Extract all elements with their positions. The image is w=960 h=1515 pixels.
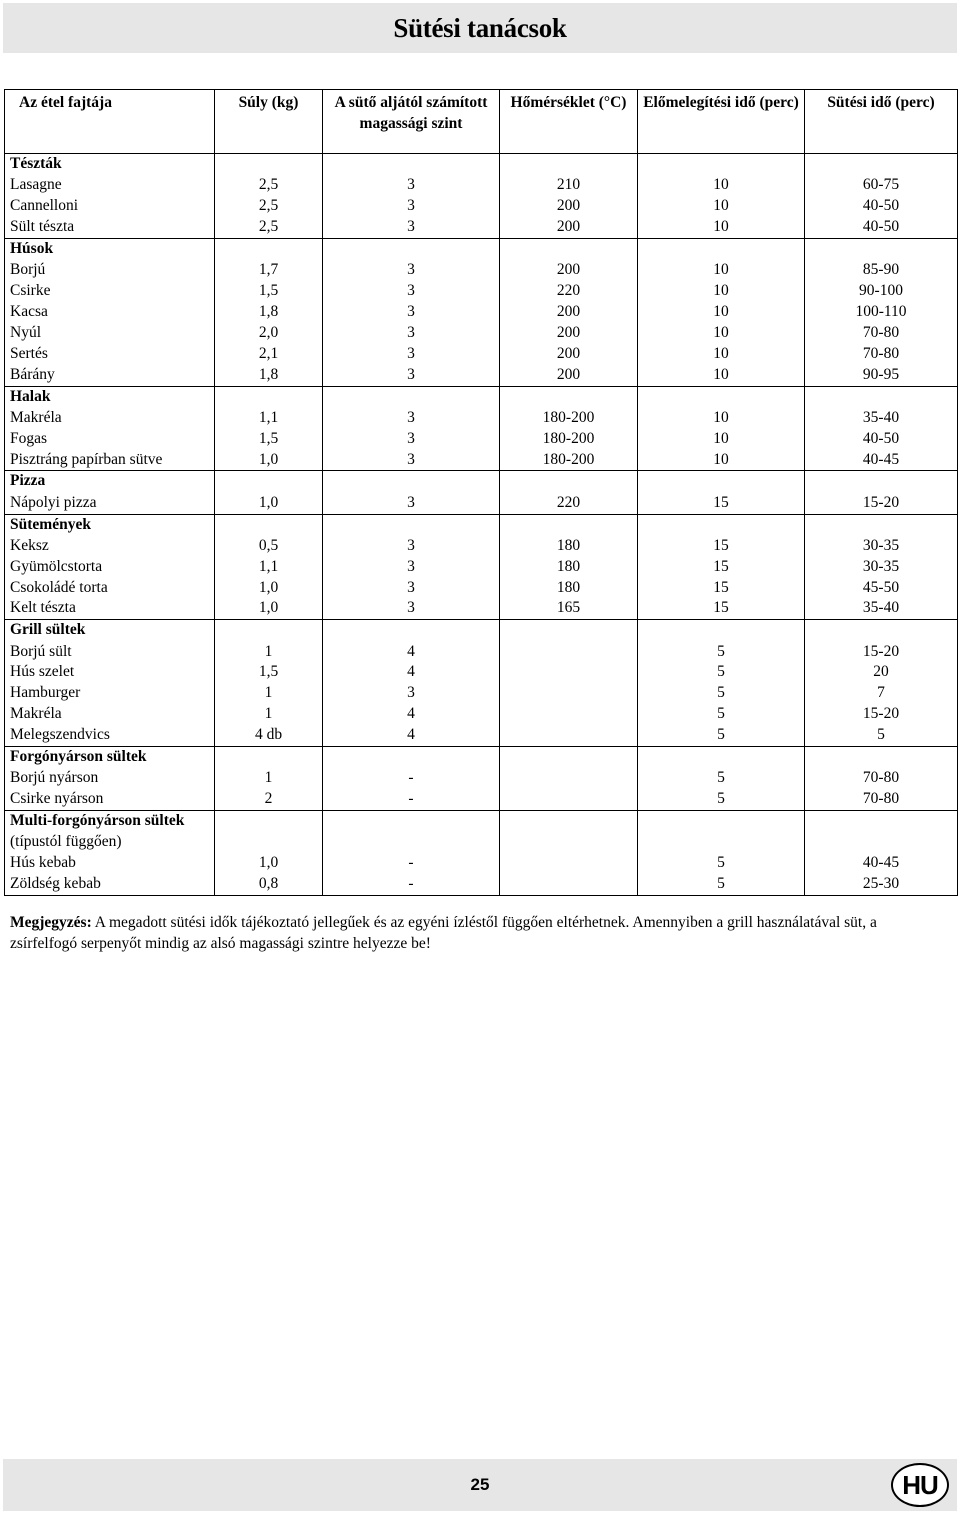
table-body [5,154,958,896]
cell-baking-time: 35-40 [805,408,958,429]
cell-temperature: 165 [500,598,638,619]
cell-temperature [500,642,638,663]
empty-cell [500,811,638,853]
cell-level: - [323,874,500,895]
cell-preheat: 10 [638,408,805,429]
empty-cell [323,747,500,769]
category-name: Grill sültek [10,621,86,639]
cell-level: 4 [323,704,500,725]
empty-cell [500,747,638,769]
category-row [5,514,958,536]
cell-food: Borjú nyárson [5,768,215,789]
cell-baking-time: 85-90 [805,260,958,281]
table-row [5,365,958,386]
cell-weight: 2,5 [215,196,323,217]
empty-cell [638,238,805,260]
cell-baking-time: 25-30 [805,874,958,895]
cell-level: 3 [323,260,500,281]
cell-temperature: 200 [500,196,638,217]
language-badge: HU [891,1463,949,1507]
cell-weight: 4 db [215,725,323,746]
cell-preheat: 10 [638,302,805,323]
cell-temperature [500,725,638,746]
cell-baking-time: 35-40 [805,598,958,619]
cell-food: Gyümölcstorta [5,557,215,578]
empty-cell [805,514,958,536]
table-row [5,493,958,514]
cell-weight: 2,5 [215,175,323,196]
cell-baking-time: 30-35 [805,536,958,557]
cell-preheat: 10 [638,429,805,450]
category-label [5,471,215,493]
col-header-level: A sütő aljától számított magassági szint [323,90,500,154]
cell-level: 3 [323,578,500,599]
category-name: Forgónyárson sültek [10,748,147,766]
cell-weight: 1 [215,642,323,663]
cell-food: Lasagne [5,175,215,196]
cell-level: 3 [323,408,500,429]
empty-cell [500,154,638,176]
cell-food: Csirke [5,281,215,302]
empty-cell [215,514,323,536]
empty-cell [500,386,638,408]
cell-weight: 0,8 [215,874,323,895]
table-row [5,683,958,704]
table-row [5,175,958,196]
note-label: Megjegyzés: [10,914,92,931]
cell-baking-time: 15-20 [805,704,958,725]
cell-weight: 1,0 [215,578,323,599]
cell-preheat: 15 [638,557,805,578]
cell-preheat: 10 [638,217,805,238]
cell-level: 3 [323,281,500,302]
cell-food: Nyúl [5,323,215,344]
cell-preheat: 10 [638,323,805,344]
col-header-temperature: Hőmérséklet (°C) [500,90,638,154]
category-label [5,514,215,536]
table-row [5,853,958,874]
empty-cell [805,620,958,642]
cell-weight: 1 [215,704,323,725]
cell-weight: 1,5 [215,281,323,302]
cell-baking-time: 70-80 [805,344,958,365]
empty-cell [215,811,323,853]
cell-temperature: 200 [500,260,638,281]
cell-weight: 2,1 [215,344,323,365]
cell-level: - [323,789,500,810]
cell-temperature [500,874,638,895]
cell-temperature: 200 [500,323,638,344]
empty-cell [215,386,323,408]
empty-cell [805,238,958,260]
cell-temperature: 200 [500,365,638,386]
cell-weight: 1,0 [215,598,323,619]
table-row [5,598,958,619]
cell-food: Kacsa [5,302,215,323]
cell-level: 3 [323,302,500,323]
cell-baking-time: 40-45 [805,450,958,471]
cell-level: 4 [323,642,500,663]
cell-preheat: 10 [638,260,805,281]
empty-cell [500,620,638,642]
table-row [5,536,958,557]
empty-cell [805,811,958,853]
cell-level: 3 [323,557,500,578]
empty-cell [215,154,323,176]
cell-weight: 1 [215,768,323,789]
category-label [5,386,215,408]
cell-preheat: 10 [638,281,805,302]
cell-baking-time: 40-50 [805,196,958,217]
category-label [5,811,215,853]
cell-baking-time: 20 [805,662,958,683]
empty-cell [638,747,805,769]
cell-preheat: 5 [638,642,805,663]
cell-weight: 2,5 [215,217,323,238]
note-paragraph [10,912,940,954]
table-row [5,281,958,302]
cell-weight: 1,8 [215,365,323,386]
cell-level: 3 [323,536,500,557]
empty-cell [638,471,805,493]
col-header-food: Az étel fajtája [5,90,215,154]
category-name: Halak [10,387,51,405]
empty-cell [323,514,500,536]
cell-baking-time: 7 [805,683,958,704]
cell-level: 3 [323,598,500,619]
table-row [5,768,958,789]
cell-baking-time: 45-50 [805,578,958,599]
empty-cell [638,386,805,408]
cell-baking-time: 15-20 [805,493,958,514]
cell-baking-time: 30-35 [805,557,958,578]
col-header-preheat: Előmelegítési idő (perc) [638,90,805,154]
cell-food: Fogas [5,429,215,450]
table-row [5,642,958,663]
cell-weight: 1 [215,683,323,704]
cell-weight: 1,1 [215,408,323,429]
category-row [5,471,958,493]
empty-cell [638,514,805,536]
cell-food: Sült tészta [5,217,215,238]
cell-food: Cannelloni [5,196,215,217]
cell-temperature: 220 [500,493,638,514]
cell-preheat: 15 [638,578,805,599]
page-number: 25 [470,1475,490,1494]
cell-baking-time: 15-20 [805,642,958,663]
cell-temperature: 200 [500,217,638,238]
table-row [5,217,958,238]
empty-cell [323,238,500,260]
category-name: Tészták [10,155,62,172]
empty-cell [500,471,638,493]
cell-level: 4 [323,725,500,746]
cell-level: 3 [323,493,500,514]
baking-table [4,89,958,896]
cell-temperature: 200 [500,344,638,365]
empty-cell [215,747,323,769]
cell-baking-time: 100-110 [805,302,958,323]
cell-level: - [323,768,500,789]
cell-weight: 1,8 [215,302,323,323]
cell-level: 3 [323,429,500,450]
table-row [5,662,958,683]
cell-baking-time: 70-80 [805,789,958,810]
cell-preheat: 5 [638,874,805,895]
cell-baking-time: 40-45 [805,853,958,874]
cell-baking-time: 90-95 [805,365,958,386]
cell-preheat: 5 [638,725,805,746]
cell-food: Keksz [5,536,215,557]
cell-temperature: 210 [500,175,638,196]
cell-food: Bárány [5,365,215,386]
cell-level: 3 [323,323,500,344]
empty-cell [215,471,323,493]
cell-food: Nápolyi pizza [5,493,215,514]
cell-temperature: 180-200 [500,429,638,450]
cell-preheat: 5 [638,789,805,810]
cell-food: Pisztráng papírban sütve [5,450,215,471]
cell-temperature [500,768,638,789]
empty-cell [638,620,805,642]
cell-level: 3 [323,196,500,217]
cell-food: Makréla [5,704,215,725]
cell-preheat: 15 [638,598,805,619]
table-row [5,789,958,810]
cell-food: Sertés [5,344,215,365]
cell-weight: 1,1 [215,557,323,578]
table-row [5,578,958,599]
cell-temperature: 220 [500,281,638,302]
table-row [5,408,958,429]
empty-cell [805,747,958,769]
cell-food: Zöldség kebab [5,874,215,895]
empty-cell [323,386,500,408]
empty-cell [215,238,323,260]
cell-food: Makréla [5,408,215,429]
cell-baking-time: 40-50 [805,429,958,450]
cell-temperature: 180-200 [500,450,638,471]
category-suffix: (típustól függően) [10,832,122,850]
table-row [5,874,958,895]
cell-temperature [500,789,638,810]
cell-preheat: 15 [638,493,805,514]
category-label [5,238,215,260]
cell-temperature: 200 [500,302,638,323]
table-row [5,557,958,578]
category-name: Pizza [10,472,46,490]
cell-weight: 1,0 [215,493,323,514]
table-row [5,725,958,746]
cell-temperature: 180 [500,557,638,578]
cell-food: Borjú [5,260,215,281]
cell-weight: 1,0 [215,450,323,471]
footer-bar [3,1459,957,1511]
cell-level: - [323,853,500,874]
table-row [5,260,958,281]
cell-preheat: 5 [638,768,805,789]
cell-preheat: 5 [638,704,805,725]
cell-food: Hús szelet [5,662,215,683]
cell-preheat: 10 [638,196,805,217]
cell-weight: 0,5 [215,536,323,557]
empty-cell [638,811,805,853]
table-row [5,429,958,450]
cell-food: Melegszendvics [5,725,215,746]
cell-preheat: 5 [638,853,805,874]
empty-cell [323,620,500,642]
category-name: Húsok [10,239,54,257]
table-row [5,302,958,323]
empty-cell [323,471,500,493]
category-name: Sütemények [10,515,91,533]
cell-preheat: 5 [638,683,805,704]
empty-cell [215,620,323,642]
cell-level: 3 [323,365,500,386]
cell-weight: 2 [215,789,323,810]
cell-preheat: 10 [638,175,805,196]
category-row [5,386,958,408]
table-row [5,196,958,217]
title-bar [3,3,957,53]
cell-weight: 1,0 [215,853,323,874]
cell-level: 4 [323,662,500,683]
cell-food: Hús kebab [5,853,215,874]
cell-preheat: 10 [638,344,805,365]
col-header-weight: Súly (kg) [215,90,323,154]
cell-weight: 1,5 [215,662,323,683]
cell-baking-time: 90-100 [805,281,958,302]
category-row [5,811,958,853]
cell-level: 3 [323,217,500,238]
cell-food: Kelt tészta [5,598,215,619]
col-header-baking-time: Sütési idő (perc) [805,90,958,154]
category-row [5,747,958,769]
cell-food: Borjú sült [5,642,215,663]
cell-temperature [500,662,638,683]
category-label [5,154,215,176]
empty-cell [500,238,638,260]
cell-baking-time: 5 [805,725,958,746]
cell-baking-time: 70-80 [805,323,958,344]
cell-temperature [500,683,638,704]
cell-baking-time: 60-75 [805,175,958,196]
category-name: Multi-forgónyárson sültek [10,812,185,830]
table-header-row [5,90,958,154]
table-row [5,704,958,725]
cell-level: 3 [323,683,500,704]
category-row [5,238,958,260]
cell-preheat: 10 [638,450,805,471]
cell-baking-time: 40-50 [805,217,958,238]
cell-weight: 2,0 [215,323,323,344]
table-row [5,450,958,471]
table-row [5,323,958,344]
empty-cell [323,811,500,853]
cell-level: 3 [323,344,500,365]
cell-food: Hamburger [5,683,215,704]
cell-level: 3 [323,450,500,471]
cell-weight: 1,5 [215,429,323,450]
cell-baking-time: 70-80 [805,768,958,789]
cell-weight: 1,7 [215,260,323,281]
empty-cell [500,514,638,536]
empty-cell [805,154,958,176]
cell-preheat: 10 [638,365,805,386]
cell-temperature: 180 [500,578,638,599]
empty-cell [805,471,958,493]
cell-temperature [500,704,638,725]
cell-temperature [500,853,638,874]
cell-temperature: 180 [500,536,638,557]
category-label [5,620,215,642]
cell-food: Csokoládé torta [5,578,215,599]
cell-preheat: 5 [638,662,805,683]
note-text: A megadott sütési idők tájékoztató jellegűek és az egyéni ízléstől függően eltérhetnek. Amennyiben a grill használatával süt, a zsírfelfogó serpenyőt mindig az alsó magassági szintre helyezze be! [10,914,877,952]
cell-level: 3 [323,175,500,196]
cell-preheat: 15 [638,536,805,557]
category-label [5,747,215,769]
category-row [5,154,958,176]
table-row [5,344,958,365]
empty-cell [323,154,500,176]
empty-cell [805,386,958,408]
cell-temperature: 180-200 [500,408,638,429]
empty-cell [638,154,805,176]
page-title: Sütési tanácsok [393,12,567,43]
category-row [5,620,958,642]
cell-food: Csirke nyárson [5,789,215,810]
